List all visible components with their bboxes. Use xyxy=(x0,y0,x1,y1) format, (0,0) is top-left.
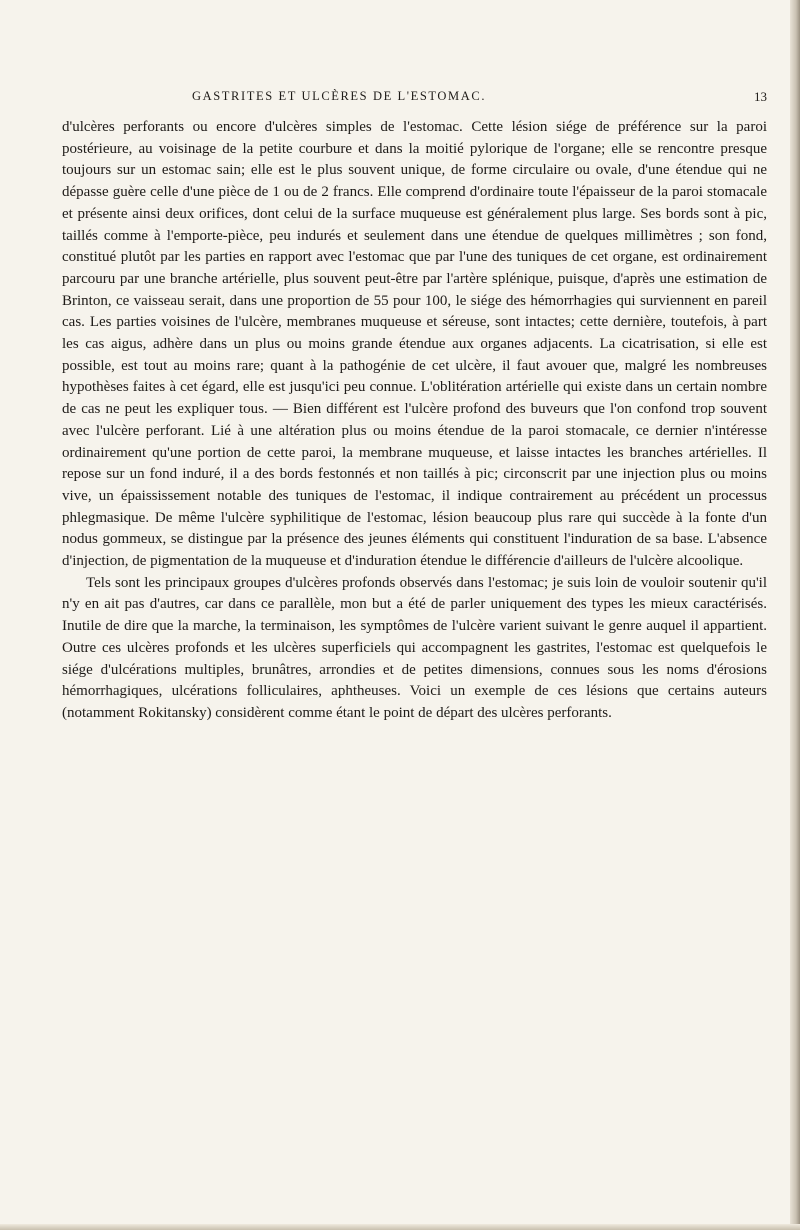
page-header xyxy=(62,89,767,107)
paragraph-1: d'ulcères perforants ou encore d'ulcères simples de l'estomac. Cette lésion siége de préférence sur la paroi postérieure, au voisinage de la petite courbure et dans la moitié pylorique de l'organe; elle se rencontre presque toujours sur un estomac sain; elle est le plus souvent unique, de forme circulaire ou ovale, d'une étendue qui ne dépasse guère celle d'une pièce de 1 ou de 2 francs. Elle comprend d'ordinaire toute l'épaisseur de la paroi stomacale et présente ainsi deux orifices, dont celui de la surface muqueuse est généralement plus large. Ses bords sont à pic, taillés comme à l'emporte-pièce, peu indurés et seulement dans une étendue de quelques millimètres ; son fond, constitué plutôt par les parties en rapport avec l'estomac que par l'une des tuniques de cet organe, est ordinairement parcouru par une branche artérielle, plus souvent peut-être par l'artère splénique, puisque, d'après une estimation de Brinton, ce vaisseau serait, dans une proportion de 55 pour 100, le siége des hémorrhagies qui surviennent en pareil cas. Les parties voisines de l'ulcère, membranes muqueuse et séreuse, sont intactes; cette dernière, toutefois, à part les cas aigus, adhère dans un plus ou moins grande étendue aux organes adjacents. La cicatrisation, si elle est possible, est tout au moins rare; quant à la pathogénie de cet ulcère, il faut avouer que, malgré les nombreuses hypothèses faites à cet égard, elle est jusqu'ici peu connue. L'oblitération artérielle qui existe dans un certain nombre de cas ne peut les expliquer tous. — Bien différent est l'ulcère profond des buveurs que l'on confond trop souvent avec l'ulcère perforant. Lié à une altération plus ou moins étendue de la paroi stomacale, ce dernier n'intéresse ordinairement qu'une portion de cette paroi, la membrane muqueuse, et laisse intactes les branches artérielles. Il repose sur un fond induré, il a des bords festonnés et non taillés à pic; circonscrit par une injection plus ou moins vive, un épaississement notable des tuniques de l'estomac, il indique contrairement au précédent un processus phlegmasique. De même l'ulcère syphilitique de l'estomac, lésion beaucoup plus rare qui succède à la fonte d'un nodus gommeux, se distingue par la présence des jeunes éléments qui constituent l'induration de sa base. L'absence d'injection, de pigmentation de la muqueuse et d'induration étendue le différencie d'ailleurs de l'ulcère alcoolique. xyxy=(62,119,767,570)
running-title: GASTRITES ET ULCÈRES DE L'ESTOMAC. xyxy=(192,89,487,103)
page-number: 13 xyxy=(754,89,767,104)
paragraph-2: Tels sont les principaux groupes d'ulcères profonds observés dans l'estomac; je suis loin de vouloir soutenir qu'il n'y en ait pas d'autres, car dans ce parallèle, mon but a été de parler uniquement des types les mieux caractérisés. Inutile de dire que la marche, la terminaison, les symptômes de l'ulcère varient suivant le genre auquel il appartient. Outre ces ulcères profonds et les ulcères superficiels qui accompagnent les gastrites, l'estomac est quelquefois le siége d'ulcérations multiples, brunâtres, arrondies et de petites dimensions, connues sous les noms d'érosions hémorrhagiques, ulcérations folliculaires, aphtheuses. Voici un exemple de ces lésions que certains auteurs (notamment Rokitansky) considèrent comme étant le point de départ des ulcères perforants. xyxy=(62,574,767,721)
body-text xyxy=(62,117,767,725)
page-edge-right xyxy=(790,0,800,1230)
page-edge-bottom xyxy=(0,1224,800,1230)
